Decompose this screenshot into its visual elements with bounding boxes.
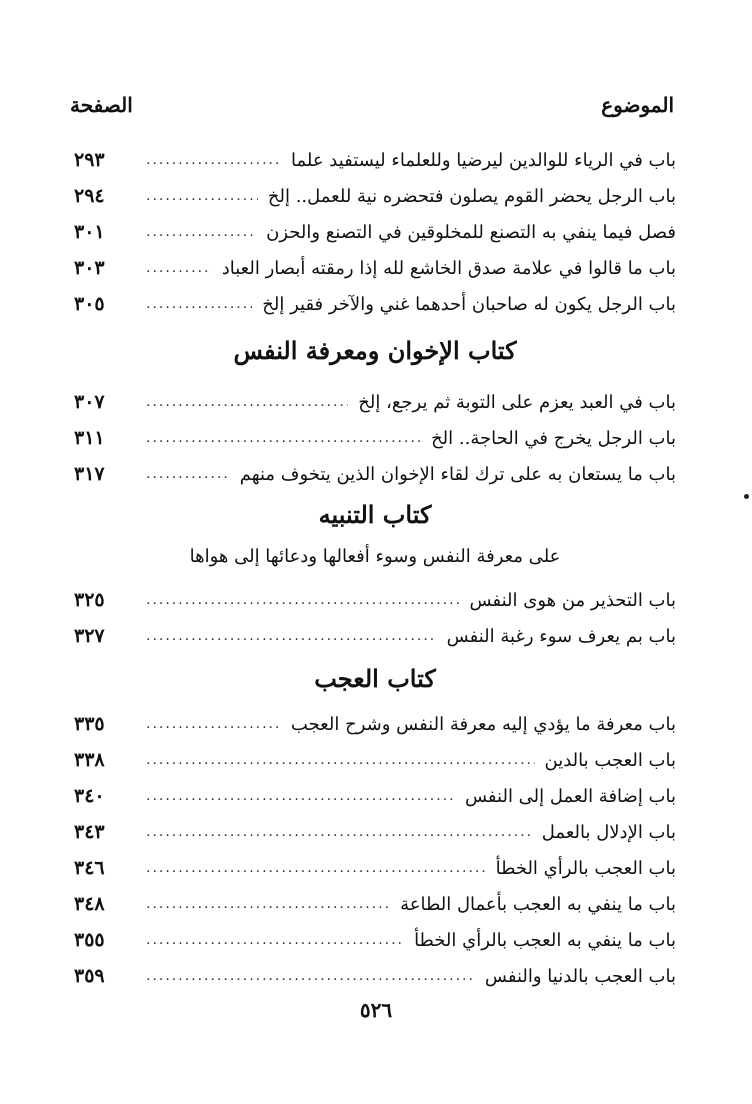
toc-entry [74,180,676,212]
toc-entry [74,924,676,956]
leader-dots [146,896,390,912]
entry-title: باب في العبد يعزم على التوبة ثم يرجع، إلخ [358,391,676,413]
entry-title: باب في الرياء للوالدين ليرضيا وللعلماء ليستفيد علما [290,149,676,171]
entry-page: ٣٥٥ [74,929,105,951]
toc-entry [74,144,676,176]
leader-dots [146,394,348,410]
entry-page: ٢٩٤ [74,185,105,207]
toc-entry [74,584,676,616]
section-heading: كتاب الإخوان ومعرفة النفس [233,336,517,365]
entry-title: باب ما ينفي به العجب بالرأي الخطأ [414,929,676,951]
toc-entry [74,288,676,320]
page-column-heading: الصفحة [70,93,133,117]
toc-entry [74,216,676,248]
scan-speck [744,494,749,499]
entry-title: باب العجب بالدنيا والنفس [484,965,676,987]
entry-title: باب ما يستعان به على ترك لقاء الإخوان الذين يتخوف منهم [239,463,676,485]
entry-page: ٣١١ [74,427,105,449]
entry-title: فصل فيما ينفي به التصنع للمخلوقين في التصنع والحزن [266,221,676,243]
page-number: ٥٢٦ [359,998,393,1022]
entry-page: ٣٣٥ [74,713,105,735]
leader-dots [146,188,258,204]
leader-dots [146,860,486,876]
toc-entry [74,252,676,284]
entry-page: ٣٠٣ [74,257,105,279]
entry-page: ٣٣٨ [74,749,105,771]
toc-entry [74,386,676,418]
entry-title: باب الرجل يكون له صاحبان أحدهما غني والآخر فقير إلخ [262,293,676,315]
section-subtitle: على معرفة النفس وسوء أفعالها ودعائها إلى هواها [189,546,561,567]
section-heading: كتاب العجب [314,664,436,693]
entry-title: باب العجب بالدين [544,749,676,771]
leader-dots [146,628,437,644]
section-heading: كتاب التنبيه [318,500,432,529]
toc-entry [74,708,676,740]
leader-dots [146,430,421,446]
leader-dots [146,152,281,168]
toc-entry [74,744,676,776]
entry-title: باب معرفة ما يؤدي إليه معرفة النفس وشرح العجب [290,713,676,735]
entry-page: ٣٢٧ [74,625,105,647]
leader-dots [146,716,281,732]
entry-page: ٢٩٣ [74,149,105,171]
entry-title: باب الإدلال بالعمل [541,821,676,843]
leader-dots [146,224,256,240]
leader-dots [146,592,460,608]
entry-title: باب إضافة العمل إلى النفس [464,785,676,807]
leader-dots [146,788,455,804]
toc-entry [74,888,676,920]
entry-page: ٣٠٧ [74,391,105,413]
toc-entry [74,852,676,884]
entry-page: ٣٤٦ [74,857,105,879]
entry-page: ٣٠٥ [74,293,105,315]
topic-column-heading: الموضوع [601,93,674,117]
entry-page: ٣٤٨ [74,893,105,915]
leader-dots [146,466,230,482]
leader-dots [146,296,252,312]
entry-title: باب بم يعرف سوء رغبة النفس [446,625,676,647]
toc-entry [74,780,676,812]
entry-page: ٣٠١ [74,221,105,243]
leader-dots [146,824,532,840]
entry-page: ٣٢٥ [74,589,105,611]
entry-title: باب ما قالوا في علامة صدق الخاشع لله إذا رمقته أبصار العباد [221,257,676,279]
toc-entry [74,816,676,848]
toc-entry [74,960,676,992]
entry-title: باب الرجل يحضر القوم يصلون فتحضره نية للعمل.. إلخ [267,185,676,207]
leader-dots [146,752,535,768]
toc-entry [74,620,676,652]
leader-dots [146,932,404,948]
entry-page: ٣٥٩ [74,965,105,987]
toc-header [70,88,674,122]
leader-dots [146,968,475,984]
toc-entry [74,422,676,454]
toc-entry [74,458,676,490]
entry-title: باب الرجل يخرج في الحاجة.. الخ [431,427,676,449]
entry-page: ٣١٧ [74,463,105,485]
entry-page: ٣٤٣ [74,821,105,843]
entry-page: ٣٤٠ [74,785,105,807]
leader-dots [146,260,212,276]
entry-title: باب ما ينفي به العجب بأعمال الطاعة [400,893,676,915]
entry-title: باب التحذير من هوى النفس [469,589,676,611]
entry-title: باب العجب بالرأي الخطأ [495,857,676,879]
